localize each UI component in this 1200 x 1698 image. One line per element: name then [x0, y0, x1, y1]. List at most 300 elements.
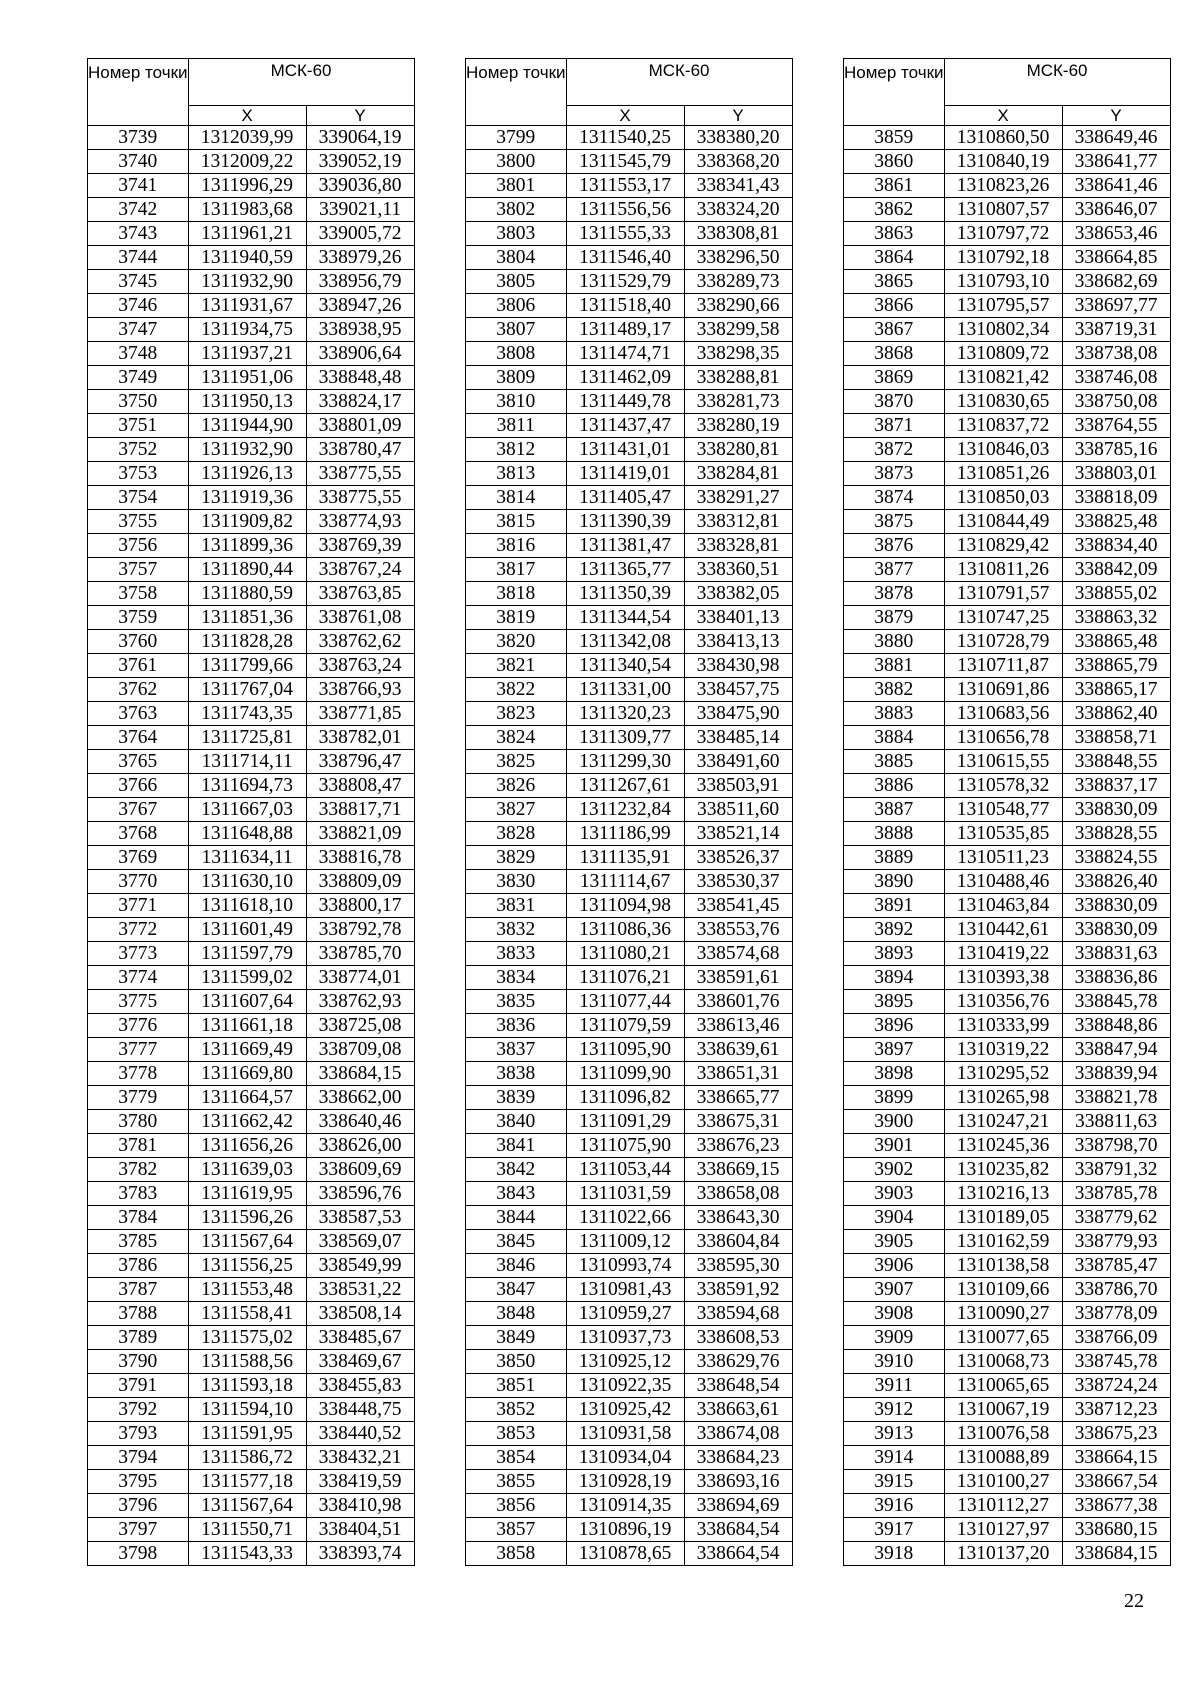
- table-row: [466, 462, 793, 486]
- y-coordinate-cell: 338766,93: [306, 678, 414, 702]
- x-coordinate-cell: 1310830,65: [944, 390, 1062, 414]
- y-coordinate-cell: 338767,24: [306, 558, 414, 582]
- y-coordinate-cell: 338662,00: [306, 1086, 414, 1110]
- y-coordinate-cell: 338643,30: [684, 1206, 792, 1230]
- point-number-cell: 3915: [844, 1470, 945, 1494]
- y-coordinate-cell: 338676,23: [684, 1134, 792, 1158]
- y-coordinate-cell: 338809,09: [306, 870, 414, 894]
- point-number-cell: 3827: [466, 798, 567, 822]
- table-body: [844, 126, 1171, 1566]
- x-coordinate-cell: 1310245,36: [944, 1134, 1062, 1158]
- point-number-cell: 3852: [466, 1398, 567, 1422]
- y-coordinate-cell: 338401,13: [684, 606, 792, 630]
- y-coordinate-cell: 338855,02: [1062, 582, 1170, 606]
- table-row: [844, 486, 1171, 510]
- x-coordinate-cell: 1311232,84: [566, 798, 684, 822]
- y-coordinate-cell: 338766,09: [1062, 1326, 1170, 1350]
- y-coordinate-cell: 338775,55: [306, 462, 414, 486]
- table-row: [844, 174, 1171, 198]
- x-coordinate-cell: 1310959,27: [566, 1302, 684, 1326]
- x-coordinate-cell: 1311669,80: [188, 1062, 306, 1086]
- y-coordinate-cell: 338847,94: [1062, 1038, 1170, 1062]
- point-number-cell: 3822: [466, 678, 567, 702]
- y-coordinate-cell: 338410,98: [306, 1494, 414, 1518]
- coordinate-system-header: МСК-60: [566, 59, 792, 106]
- table-row: [844, 222, 1171, 246]
- x-coordinate-cell: 1310683,56: [944, 702, 1062, 726]
- table-row: [88, 246, 415, 270]
- table-row: [844, 582, 1171, 606]
- y-coordinate-cell: 338839,94: [1062, 1062, 1170, 1086]
- x-coordinate-cell: 1311575,02: [188, 1326, 306, 1350]
- table-row: [466, 1134, 793, 1158]
- x-coordinate-cell: 1310578,32: [944, 774, 1062, 798]
- y-coordinate-cell: 338296,50: [684, 246, 792, 270]
- y-coordinate-cell: 338763,24: [306, 654, 414, 678]
- point-number-cell: 3804: [466, 246, 567, 270]
- table-row: [88, 894, 415, 918]
- table-row: [466, 990, 793, 1014]
- point-number-cell: 3828: [466, 822, 567, 846]
- point-number-cell: 3803: [466, 222, 567, 246]
- point-number-cell: 3821: [466, 654, 567, 678]
- y-coordinate-cell: 338834,40: [1062, 534, 1170, 558]
- y-coordinate-cell: 338763,85: [306, 582, 414, 606]
- y-coordinate-cell: 338308,81: [684, 222, 792, 246]
- point-number-cell: 3851: [466, 1374, 567, 1398]
- y-coordinate-cell: 339036,80: [306, 174, 414, 198]
- x-coordinate-cell: 1310811,26: [944, 558, 1062, 582]
- x-coordinate-cell: 1311567,64: [188, 1494, 306, 1518]
- y-coordinate-cell: 338299,58: [684, 318, 792, 342]
- x-coordinate-cell: 1311080,21: [566, 942, 684, 966]
- table-row: [844, 1158, 1171, 1182]
- x-coordinate-cell: 1311489,17: [566, 318, 684, 342]
- table-row: [844, 246, 1171, 270]
- y-coordinate-cell: 338684,54: [684, 1518, 792, 1542]
- table-row: [844, 630, 1171, 654]
- y-coordinate-cell: 338595,30: [684, 1254, 792, 1278]
- table-row: [88, 1230, 415, 1254]
- point-number-cell: 3776: [88, 1014, 189, 1038]
- x-coordinate-cell: 1311596,26: [188, 1206, 306, 1230]
- point-number-cell: 3881: [844, 654, 945, 678]
- x-coordinate-cell: 1311767,04: [188, 678, 306, 702]
- table-row: [88, 942, 415, 966]
- y-coordinate-cell: 338693,16: [684, 1470, 792, 1494]
- y-coordinate-cell: 338290,66: [684, 294, 792, 318]
- point-number-cell: 3806: [466, 294, 567, 318]
- table-row: [844, 390, 1171, 414]
- table-row: [88, 654, 415, 678]
- table-row: [844, 1134, 1171, 1158]
- x-coordinate-cell: 1311634,11: [188, 846, 306, 870]
- x-coordinate-cell: 1310791,57: [944, 582, 1062, 606]
- table-row: [88, 1014, 415, 1038]
- table-row: [844, 798, 1171, 822]
- point-number-cell: 3752: [88, 438, 189, 462]
- point-number-cell: 3884: [844, 726, 945, 750]
- table-row: [466, 1470, 793, 1494]
- point-number-cell: 3754: [88, 486, 189, 510]
- table-row: [844, 1182, 1171, 1206]
- y-coordinate-cell: 338684,15: [306, 1062, 414, 1086]
- point-number-cell: 3887: [844, 798, 945, 822]
- y-coordinate-cell: 338609,69: [306, 1158, 414, 1182]
- x-coordinate-cell: 1310934,04: [566, 1446, 684, 1470]
- table-row: [88, 1278, 415, 1302]
- point-number-cell: 3742: [88, 198, 189, 222]
- y-coordinate-cell: 338858,71: [1062, 726, 1170, 750]
- y-coordinate-cell: 338762,93: [306, 990, 414, 1014]
- table-row: [466, 726, 793, 750]
- point-number-cell: 3817: [466, 558, 567, 582]
- y-coordinate-cell: 338738,08: [1062, 342, 1170, 366]
- page-number: 22: [1124, 1590, 1144, 1612]
- x-coordinate-cell: 1311607,64: [188, 990, 306, 1014]
- y-coordinate-cell: 338419,59: [306, 1470, 414, 1494]
- table-row: [466, 918, 793, 942]
- y-coordinate-cell: 338712,23: [1062, 1398, 1170, 1422]
- y-coordinate-cell: 338553,76: [684, 918, 792, 942]
- point-number-cell: 3778: [88, 1062, 189, 1086]
- point-number-cell: 3762: [88, 678, 189, 702]
- point-number-cell: 3813: [466, 462, 567, 486]
- table-row: [466, 1110, 793, 1134]
- table-row: [466, 1014, 793, 1038]
- point-number-cell: 3861: [844, 174, 945, 198]
- table-row: [844, 534, 1171, 558]
- x-coordinate-cell: 1310823,26: [944, 174, 1062, 198]
- table-row: [844, 606, 1171, 630]
- x-coordinate-cell: 1311599,02: [188, 966, 306, 990]
- y-coordinate-cell: 338786,70: [1062, 1278, 1170, 1302]
- y-coordinate-cell: 338825,48: [1062, 510, 1170, 534]
- y-coordinate-cell: 338508,14: [306, 1302, 414, 1326]
- point-number-cell: 3763: [88, 702, 189, 726]
- y-coordinate-cell: 339021,11: [306, 198, 414, 222]
- x-coordinate-cell: 1311961,21: [188, 222, 306, 246]
- table-row: [844, 966, 1171, 990]
- x-coordinate-cell: 1312009,22: [188, 150, 306, 174]
- y-coordinate-cell: 338775,55: [306, 486, 414, 510]
- x-coordinate-cell: 1310925,42: [566, 1398, 684, 1422]
- y-coordinate-cell: 338649,46: [1062, 126, 1170, 150]
- y-coordinate-cell: 339052,19: [306, 150, 414, 174]
- table-row: [466, 1086, 793, 1110]
- table-row: [466, 366, 793, 390]
- x-coordinate-cell: 1310162,59: [944, 1230, 1062, 1254]
- x-coordinate-cell: 1310333,99: [944, 1014, 1062, 1038]
- point-number-cell: 3751: [88, 414, 189, 438]
- y-coordinate-cell: 338778,09: [1062, 1302, 1170, 1326]
- point-number-cell: 3800: [466, 150, 567, 174]
- point-number-cell: 3832: [466, 918, 567, 942]
- table-row: [844, 1230, 1171, 1254]
- y-coordinate-cell: 338281,73: [684, 390, 792, 414]
- y-coordinate-cell: 338697,77: [1062, 294, 1170, 318]
- y-coordinate-cell: 338663,61: [684, 1398, 792, 1422]
- table-row: [466, 1062, 793, 1086]
- table-row: [844, 702, 1171, 726]
- point-number-cell: 3799: [466, 126, 567, 150]
- x-coordinate-cell: 1311022,66: [566, 1206, 684, 1230]
- y-coordinate-cell: 338865,79: [1062, 654, 1170, 678]
- x-coordinate-cell: 1310993,74: [566, 1254, 684, 1278]
- x-coordinate-cell: 1311550,71: [188, 1518, 306, 1542]
- point-number-header: Номер точки: [88, 59, 189, 126]
- y-coordinate-cell: 338745,78: [1062, 1350, 1170, 1374]
- y-coordinate-cell: 338824,55: [1062, 846, 1170, 870]
- x-coordinate-cell: 1310442,61: [944, 918, 1062, 942]
- point-number-cell: 3758: [88, 582, 189, 606]
- y-coordinate-cell: 338762,62: [306, 630, 414, 654]
- y-coordinate-cell: 338526,37: [684, 846, 792, 870]
- table-row: [466, 1398, 793, 1422]
- y-coordinate-cell: 338653,46: [1062, 222, 1170, 246]
- y-coordinate-cell: 338803,01: [1062, 462, 1170, 486]
- x-coordinate-cell: 1310067,19: [944, 1398, 1062, 1422]
- table-row: [88, 1518, 415, 1542]
- point-number-cell: 3772: [88, 918, 189, 942]
- table-row: [88, 510, 415, 534]
- y-coordinate-cell: 338677,38: [1062, 1494, 1170, 1518]
- x-coordinate-cell: 1310807,57: [944, 198, 1062, 222]
- x-coordinate-cell: 1310691,86: [944, 678, 1062, 702]
- table-row: [844, 126, 1171, 150]
- y-coordinate-cell: 338469,67: [306, 1350, 414, 1374]
- x-coordinate-cell: 1311851,36: [188, 606, 306, 630]
- x-coordinate-cell: 1311381,47: [566, 534, 684, 558]
- x-coordinate-cell: 1311593,18: [188, 1374, 306, 1398]
- point-number-cell: 3883: [844, 702, 945, 726]
- y-coordinate-cell: 338764,55: [1062, 414, 1170, 438]
- point-number-cell: 3874: [844, 486, 945, 510]
- table-row: [88, 1446, 415, 1470]
- x-coordinate-cell: 1310076,58: [944, 1422, 1062, 1446]
- y-coordinate-cell: 338288,81: [684, 366, 792, 390]
- table-row: [466, 342, 793, 366]
- y-coordinate-cell: 338382,05: [684, 582, 792, 606]
- table-row: [466, 414, 793, 438]
- point-number-cell: 3764: [88, 726, 189, 750]
- x-coordinate-cell: 1310265,98: [944, 1086, 1062, 1110]
- x-coordinate-cell: 1310928,19: [566, 1470, 684, 1494]
- x-coordinate-cell: 1311419,01: [566, 462, 684, 486]
- point-number-cell: 3850: [466, 1350, 567, 1374]
- y-coordinate-cell: 338324,20: [684, 198, 792, 222]
- table-row: [844, 1374, 1171, 1398]
- point-number-cell: 3826: [466, 774, 567, 798]
- table-row: [844, 150, 1171, 174]
- x-coordinate-cell: 1310295,52: [944, 1062, 1062, 1086]
- table-row: [844, 270, 1171, 294]
- y-coordinate-cell: 338848,86: [1062, 1014, 1170, 1038]
- y-coordinate-cell: 338530,37: [684, 870, 792, 894]
- point-number-cell: 3818: [466, 582, 567, 606]
- table-row: [844, 1398, 1171, 1422]
- table-row: [88, 582, 415, 606]
- y-coordinate-cell: 338725,08: [306, 1014, 414, 1038]
- x-coordinate-cell: 1310802,34: [944, 318, 1062, 342]
- point-number-cell: 3795: [88, 1470, 189, 1494]
- table-row: [88, 918, 415, 942]
- x-coordinate-cell: 1310797,72: [944, 222, 1062, 246]
- point-number-cell: 3903: [844, 1182, 945, 1206]
- x-coordinate-cell: 1310922,35: [566, 1374, 684, 1398]
- x-coordinate-cell: 1311591,95: [188, 1422, 306, 1446]
- x-coordinate-cell: 1311320,23: [566, 702, 684, 726]
- point-number-cell: 3893: [844, 942, 945, 966]
- table-row: [466, 1182, 793, 1206]
- x-coordinate-cell: 1310851,26: [944, 462, 1062, 486]
- table-row: [88, 1374, 415, 1398]
- x-coordinate-cell: 1311661,18: [188, 1014, 306, 1038]
- x-coordinate-cell: 1310137,20: [944, 1542, 1062, 1566]
- point-number-cell: 3744: [88, 246, 189, 270]
- x-column-header: X: [944, 106, 1062, 126]
- y-coordinate-cell: 338393,74: [306, 1542, 414, 1566]
- table-row: [88, 366, 415, 390]
- point-number-cell: 3753: [88, 462, 189, 486]
- point-number-cell: 3777: [88, 1038, 189, 1062]
- x-coordinate-cell: 1311405,47: [566, 486, 684, 510]
- y-coordinate-cell: 338828,55: [1062, 822, 1170, 846]
- y-coordinate-cell: 338640,46: [306, 1110, 414, 1134]
- x-coordinate-cell: 1311096,82: [566, 1086, 684, 1110]
- point-number-cell: 3788: [88, 1302, 189, 1326]
- y-coordinate-cell: 338782,01: [306, 726, 414, 750]
- point-number-cell: 3769: [88, 846, 189, 870]
- y-coordinate-cell: 338862,40: [1062, 702, 1170, 726]
- x-coordinate-cell: 1311899,36: [188, 534, 306, 558]
- y-coordinate-cell: 338664,54: [684, 1542, 792, 1566]
- y-coordinate-cell: 338404,51: [306, 1518, 414, 1542]
- point-number-cell: 3876: [844, 534, 945, 558]
- point-number-cell: 3756: [88, 534, 189, 558]
- y-coordinate-cell: 338521,14: [684, 822, 792, 846]
- y-coordinate-cell: 339064,19: [306, 126, 414, 150]
- table-row: [466, 582, 793, 606]
- point-number-cell: 3760: [88, 630, 189, 654]
- table-row: [88, 1110, 415, 1134]
- x-coordinate-cell: 1311309,77: [566, 726, 684, 750]
- table-row: [466, 654, 793, 678]
- x-coordinate-cell: 1311344,54: [566, 606, 684, 630]
- point-number-cell: 3910: [844, 1350, 945, 1374]
- y-column-header: Y: [684, 106, 792, 126]
- table-row: [466, 1350, 793, 1374]
- y-coordinate-cell: 338818,09: [1062, 486, 1170, 510]
- y-coordinate-cell: 338665,77: [684, 1086, 792, 1110]
- table-row: [466, 222, 793, 246]
- point-number-cell: 3841: [466, 1134, 567, 1158]
- x-coordinate-cell: 1311996,29: [188, 174, 306, 198]
- point-number-cell: 3888: [844, 822, 945, 846]
- point-number-cell: 3815: [466, 510, 567, 534]
- y-coordinate-cell: 338430,98: [684, 654, 792, 678]
- x-coordinate-cell: 1311594,10: [188, 1398, 306, 1422]
- y-coordinate-cell: 338549,99: [306, 1254, 414, 1278]
- y-coordinate-cell: 338837,17: [1062, 774, 1170, 798]
- point-number-cell: 3833: [466, 942, 567, 966]
- x-coordinate-cell: 1311529,79: [566, 270, 684, 294]
- x-coordinate-cell: 1310914,35: [566, 1494, 684, 1518]
- point-number-cell: 3870: [844, 390, 945, 414]
- y-coordinate-cell: 338780,47: [306, 438, 414, 462]
- point-number-cell: 3810: [466, 390, 567, 414]
- table-row: [844, 654, 1171, 678]
- table-row: [844, 1278, 1171, 1302]
- table-row: [88, 1494, 415, 1518]
- y-coordinate-cell: 338830,09: [1062, 894, 1170, 918]
- x-coordinate-cell: 1311135,91: [566, 846, 684, 870]
- x-coordinate-cell: 1311543,33: [188, 1542, 306, 1566]
- table-row: [88, 558, 415, 582]
- point-number-cell: 3819: [466, 606, 567, 630]
- x-coordinate-cell: 1311474,71: [566, 342, 684, 366]
- point-number-cell: 3909: [844, 1326, 945, 1350]
- point-number-cell: 3890: [844, 870, 945, 894]
- y-coordinate-cell: 338785,78: [1062, 1182, 1170, 1206]
- table-row: [844, 1494, 1171, 1518]
- point-number-cell: 3790: [88, 1350, 189, 1374]
- x-coordinate-cell: 1310711,87: [944, 654, 1062, 678]
- point-number-cell: 3854: [466, 1446, 567, 1470]
- y-coordinate-cell: 338836,86: [1062, 966, 1170, 990]
- y-coordinate-cell: 338821,09: [306, 822, 414, 846]
- table-row: [466, 630, 793, 654]
- point-number-cell: 3908: [844, 1302, 945, 1326]
- y-coordinate-cell: 338503,91: [684, 774, 792, 798]
- point-number-cell: 3784: [88, 1206, 189, 1230]
- point-number-cell: 3794: [88, 1446, 189, 1470]
- table-row: [466, 774, 793, 798]
- table-row: [844, 678, 1171, 702]
- x-coordinate-cell: 1310088,89: [944, 1446, 1062, 1470]
- x-coordinate-cell: 1310850,03: [944, 486, 1062, 510]
- y-coordinate-cell: 338865,48: [1062, 630, 1170, 654]
- point-number-cell: 3849: [466, 1326, 567, 1350]
- y-coordinate-cell: 338796,47: [306, 750, 414, 774]
- y-coordinate-cell: 338816,78: [306, 846, 414, 870]
- table-row: [88, 846, 415, 870]
- point-number-cell: 3747: [88, 318, 189, 342]
- point-number-cell: 3880: [844, 630, 945, 654]
- x-coordinate-cell: 1311926,13: [188, 462, 306, 486]
- table-row: [88, 294, 415, 318]
- x-column-header: X: [566, 106, 684, 126]
- point-number-cell: 3808: [466, 342, 567, 366]
- y-coordinate-cell: 338938,95: [306, 318, 414, 342]
- table-row: [844, 750, 1171, 774]
- x-coordinate-cell: 1311601,49: [188, 918, 306, 942]
- y-coordinate-cell: 338801,09: [306, 414, 414, 438]
- point-number-cell: 3802: [466, 198, 567, 222]
- x-coordinate-cell: 1310109,66: [944, 1278, 1062, 1302]
- table-row: [88, 1206, 415, 1230]
- table-row: [466, 1302, 793, 1326]
- x-coordinate-cell: 1310463,84: [944, 894, 1062, 918]
- y-coordinate-cell: 338785,16: [1062, 438, 1170, 462]
- table-row: [466, 246, 793, 270]
- y-coordinate-cell: 338906,64: [306, 342, 414, 366]
- x-coordinate-cell: 1310896,19: [566, 1518, 684, 1542]
- x-coordinate-cell: 1311619,95: [188, 1182, 306, 1206]
- x-coordinate-cell: 1311799,66: [188, 654, 306, 678]
- x-coordinate-cell: 1311630,10: [188, 870, 306, 894]
- point-number-cell: 3862: [844, 198, 945, 222]
